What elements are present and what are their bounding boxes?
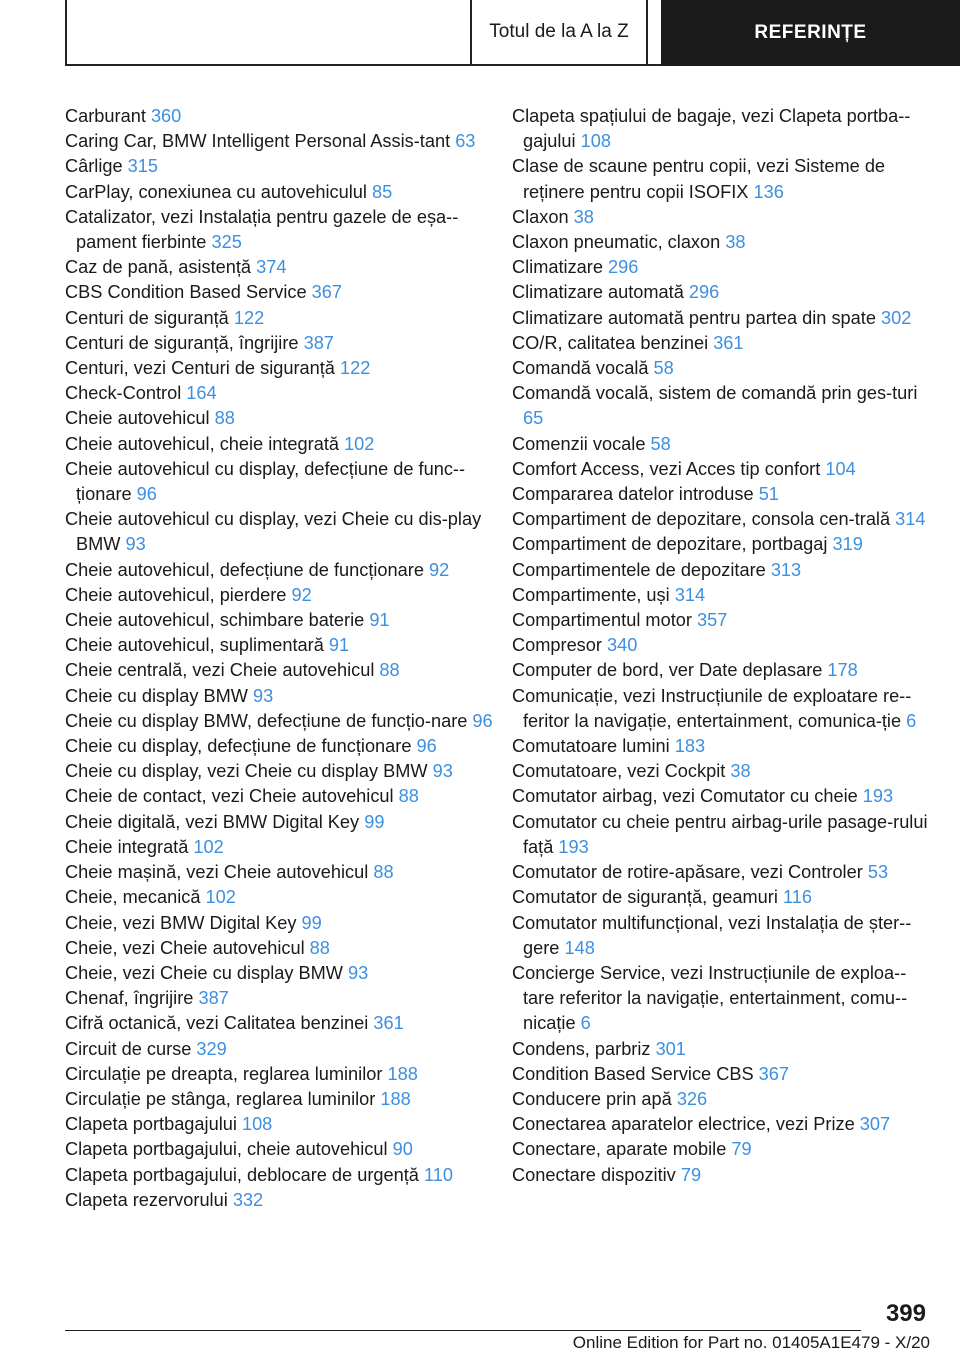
index-entry: [65, 406, 497, 431]
index-entry: [65, 759, 497, 784]
index-entry-term: Concierge Service, vezi Instrucțiunile de exploa-tare referitor la navigație, entertainment, comu-nicație: [512, 962, 908, 1034]
index-entry-term: Centuri, vezi Centuri de siguranță: [65, 358, 340, 379]
index-entry: [65, 1037, 497, 1062]
index-entry-page-link[interactable]: 99: [301, 912, 322, 933]
index-entry-term: Comfort Access, vezi Acces tip confort: [512, 458, 826, 479]
index-entry-term: Cheie digitală, vezi BMW Digital Key: [65, 811, 365, 832]
index-entry-page-link[interactable]: 326: [676, 1088, 708, 1109]
index-entry: [65, 154, 497, 179]
index-entry-page-link[interactable]: 315: [127, 156, 159, 177]
index-entry-term: Chenaf, îngrijire: [65, 988, 199, 1009]
index-entry-term: Caring Car, BMW Intelligent Personal Assis-tant: [65, 131, 456, 152]
index-entry: [65, 1188, 497, 1213]
footer-divider: [65, 1330, 861, 1331]
index-entry: [512, 1037, 930, 1062]
header-section-label: REFERINȚE: [661, 0, 960, 66]
index-column-left: [65, 104, 497, 1213]
index-entry: [65, 558, 497, 583]
index-entry-page-link[interactable]: 387: [198, 988, 229, 1009]
index-entry-term: Comenzii vocale: [512, 433, 651, 454]
index-entry-term: Comandă vocală: [512, 358, 654, 379]
index-entry-page-link[interactable]: 307: [859, 1114, 891, 1135]
index-entry-term: Compartimentul motor: [512, 610, 697, 631]
index-entry-term: Compartiment de depozitare, portbagaj: [512, 534, 833, 555]
index-entry-term: Cheie cu display BMW: [65, 685, 254, 706]
index-entry: [65, 381, 497, 406]
index-entry: [65, 608, 497, 633]
index-entry-term: Claxon: [512, 206, 574, 227]
index-entry-page-link[interactable]: 51: [758, 484, 779, 505]
index-entry-page-link[interactable]: 65: [523, 408, 544, 429]
index-entry-page-link[interactable]: 88: [309, 937, 330, 958]
index-entry-page-link[interactable]: 63: [455, 131, 476, 152]
index-entry: [512, 1087, 930, 1112]
index-entry-page-link[interactable]: 102: [193, 836, 224, 857]
index-entry-term: Cheie, vezi BMW Digital Key: [65, 912, 302, 933]
index-entry: [512, 885, 930, 910]
index-entry: [512, 507, 930, 532]
index-entry: [512, 532, 930, 557]
index-entry-term: Comunicație, vezi Instrucțiunile de exploatare re-feritor la navigație, entertainment, comunica-ție: [512, 685, 912, 731]
index-entry-term: Climatizare automată: [512, 282, 689, 303]
index-entry-page-link[interactable]: 91: [328, 635, 350, 656]
index-entry: [65, 810, 497, 835]
index-entry-page-link[interactable]: 38: [730, 761, 751, 782]
index-entry: [512, 911, 930, 961]
index-entry: [65, 936, 497, 961]
index-entry: [65, 507, 497, 557]
index-entry: [65, 205, 497, 255]
index-entry: [512, 961, 930, 1037]
index-entry: [65, 961, 497, 986]
index-entry: [65, 457, 497, 507]
index-entry-term: Cheie, mecanică: [65, 887, 206, 908]
index-entry-term: Comutator de rotire-apăsare, vezi Controler: [512, 862, 868, 883]
index-entry-term: Cifră octanică, vezi Calitatea benzinei: [65, 1013, 374, 1034]
index-entry: [65, 986, 497, 1011]
index-entry-page-link[interactable]: 188: [387, 1063, 418, 1084]
index-entry-term: Cheie autovehicul cu display, defecțiune de func-ționare: [65, 458, 466, 505]
index-entry: [65, 835, 497, 860]
index-entry: [65, 356, 497, 381]
index-entry-page-link[interactable]: 58: [653, 358, 674, 379]
index-entry-term: Conducere prin apă: [512, 1088, 677, 1109]
index-entry-page-link[interactable]: 93: [125, 534, 146, 555]
index-entry-page-link[interactable]: 193: [558, 836, 589, 857]
index-column-right: [512, 104, 930, 1188]
index-entry-page-link[interactable]: 88: [214, 408, 235, 429]
index-entry-term: Cheie centrală, vezi Cheie autovehicul: [65, 660, 380, 681]
index-entry: [512, 583, 930, 608]
index-entry-term: Circulație pe dreapta, reglarea luminilor: [65, 1063, 388, 1084]
index-entry-term: Comutator cu cheie pentru airbag-urile pasage-rului față: [512, 811, 928, 857]
index-entry-page-link[interactable]: 116: [782, 887, 812, 908]
index-entry-term: Cheie autovehicul, cheie integrată: [65, 433, 345, 454]
index-entry-page-link[interactable]: 148: [564, 937, 595, 958]
index-entry-term: Cheie autovehicul, pierdere: [65, 584, 292, 605]
index-entry-term: Compartimente, uși: [512, 584, 675, 605]
index-entry-page-link[interactable]: 329: [196, 1038, 227, 1059]
index-entry: [65, 129, 497, 154]
index-entry: [512, 810, 930, 860]
index-entry: [512, 356, 930, 381]
index-entry-page-link[interactable]: 102: [344, 433, 375, 454]
index-entry: [512, 1137, 930, 1162]
index-entry-page-link[interactable]: 93: [253, 685, 274, 706]
index-entry-page-link[interactable]: 96: [416, 736, 437, 757]
index-entry-term: Computer de bord, ver Date deplasare: [512, 660, 828, 681]
index-entry-page-link[interactable]: 88: [398, 786, 419, 807]
index-entry: [512, 457, 930, 482]
index-entry: [512, 280, 930, 305]
index-entry-term: Clase de scaune pentru copii, vezi Sisteme de reținere pentru copii ISOFIX: [512, 156, 886, 202]
index-entry-page-link[interactable]: 90: [392, 1139, 413, 1160]
index-entry: [65, 911, 497, 936]
index-entry-page-link[interactable]: 93: [432, 761, 453, 782]
index-entry-term: Clapeta portbagajului, cheie autovehicul: [65, 1139, 393, 1160]
index-entry: [512, 205, 930, 230]
index-entry-term: Comutatoare, vezi Cockpit: [512, 761, 731, 782]
index-entry-term: CO/R, calitatea benzinei: [512, 332, 714, 353]
index-entry-page-link[interactable]: 110: [423, 1164, 453, 1185]
index-entry-term: Clapeta spațiului de bagaje, vezi Clapeta portba-gajului: [512, 106, 911, 152]
index-entry-term: Cheie cu display BMW, defecțiune de funcțio-nare: [65, 710, 473, 731]
index-entry: [65, 633, 497, 658]
index-entry-page-link[interactable]: 38: [725, 232, 746, 253]
index-entry-term: Circuit de curse: [65, 1038, 197, 1059]
index-entry-term: Cheie autovehicul, defecțiune de funcționare: [65, 559, 429, 580]
footer-edition-text: Online Edition for Part no. 01405A1E479 - X/20: [572, 1333, 930, 1352]
page-number: 399: [885, 1300, 926, 1327]
index-entry-term: Cârlige: [65, 156, 128, 177]
index-entry-page-link[interactable]: 164: [186, 383, 217, 404]
index-entry-page-link[interactable]: 102: [205, 887, 236, 908]
index-entry-term: Cheie autovehicul: [65, 408, 215, 429]
index-entry-term: Cheie mașină, vezi Cheie autovehicul: [65, 862, 374, 883]
index-entry-term: Cheie autovehicul, suplimentară: [65, 635, 329, 656]
index-entry: [512, 104, 930, 154]
index-entry-term: Clapeta rezervorului: [65, 1189, 233, 1210]
index-entry-page-link[interactable]: 91: [369, 610, 390, 631]
index-entry-term: Catalizator, vezi Instalația pentru gazele de eșa-pament fierbinte: [65, 206, 459, 253]
index-entry-page-link[interactable]: 6: [580, 1013, 591, 1034]
index-entry: [65, 583, 497, 608]
index-entry-term: Centuri de siguranță: [65, 307, 234, 328]
index-entry: [65, 104, 497, 129]
index-entry-term: Cheie cu display, vezi Cheie cu display BMW: [65, 761, 433, 782]
index-entry: [65, 432, 497, 457]
index-entry: [65, 180, 497, 205]
index-entry-term: Conectare dispozitiv: [512, 1164, 681, 1185]
index-entry-term: Cheie autovehicul cu display, vezi Cheie cu dis-play BMW: [65, 509, 482, 555]
index-entry-term: CBS Condition Based Service: [65, 282, 312, 303]
index-entry-page-link[interactable]: 38: [573, 206, 594, 227]
index-entry-page-link[interactable]: 296: [688, 282, 720, 303]
index-entry-term: Cheie integrată: [65, 836, 194, 857]
index-entry-term: Compartimentele de depozitare: [512, 559, 771, 580]
index-entry-page-link[interactable]: 6: [906, 710, 917, 731]
index-entry-page-link[interactable]: 96: [472, 710, 493, 731]
index-entry-term: Cheie autovehicul, schimbare baterie: [65, 610, 370, 631]
index-entry: [512, 381, 930, 431]
index-entry-page-link[interactable]: 332: [232, 1189, 264, 1210]
index-entry-page-link[interactable]: 193: [862, 786, 894, 807]
index-entry: [65, 734, 497, 759]
index-entry-term: Compararea datelor introduse: [512, 484, 759, 505]
index-entry-term: Conectarea aparatelor electrice, vezi Prize: [512, 1114, 860, 1135]
index-entry-page-link[interactable]: 96: [136, 484, 157, 505]
index-entry-page-link[interactable]: 360: [150, 106, 182, 126]
index-entry: [512, 255, 930, 280]
index-entry: [512, 558, 930, 583]
index-entry-term: Cheie, vezi Cheie cu display BMW: [65, 962, 349, 983]
index-entry: [65, 709, 497, 734]
index-entry-term: Clapeta portbagajului: [65, 1114, 242, 1135]
index-entry: [65, 1062, 497, 1087]
index-entry-page-link[interactable]: 302: [881, 307, 912, 328]
index-entry-term: Circulație pe stânga, reglarea luminilor: [65, 1088, 381, 1109]
index-entry: [65, 684, 497, 709]
index-entry-page-link[interactable]: 361: [713, 332, 744, 353]
index-entry-page-link[interactable]: 178: [827, 660, 858, 681]
header-chapter-tab: Totul de la A la Z: [470, 0, 648, 64]
index-entry-term: Comutatoare lumini: [512, 736, 675, 757]
index-entry-term: Centuri de siguranță, îngrijire: [65, 332, 304, 353]
index-entry-term: Caz de pană, asistență: [65, 257, 257, 278]
index-entry: [512, 1062, 930, 1087]
index-entry: [65, 306, 497, 331]
index-entry-page-link[interactable]: 387: [303, 332, 334, 353]
index-entry-term: Clapeta portbagajului, deblocare de urgență: [65, 1164, 424, 1185]
index-entry-page-link[interactable]: 301: [655, 1038, 686, 1059]
index-entry-page-link[interactable]: 314: [895, 509, 926, 530]
index-entry: [65, 885, 497, 910]
index-entry: [65, 280, 497, 305]
index-entry-term: CarPlay, conexiunea cu autovehiculul: [65, 181, 373, 202]
index-entry: [65, 1137, 497, 1162]
index-entry-page-link[interactable]: 85: [372, 181, 393, 202]
index-entry-term: Cheie cu display, defecțiune de funcționare: [65, 736, 417, 757]
index-entry-page-link[interactable]: 314: [674, 584, 706, 605]
index-entry-page-link[interactable]: 361: [373, 1013, 404, 1034]
index-entry-page-link[interactable]: 99: [364, 811, 385, 832]
index-entry-page-link[interactable]: 136: [753, 181, 784, 202]
index-entry: [512, 432, 930, 457]
index-entry-page-link[interactable]: 313: [770, 559, 802, 580]
index-entry-page-link[interactable]: 188: [380, 1088, 411, 1109]
index-entry-page-link[interactable]: 79: [731, 1139, 752, 1160]
index-entry-term: Compartiment de depozitare, consola cen-trală: [512, 509, 896, 530]
header-underline: [65, 64, 661, 66]
index-entry: [65, 784, 497, 809]
index-entry-page-link[interactable]: 374: [256, 257, 287, 278]
index-entry-page-link[interactable]: 122: [233, 307, 265, 328]
index-entry: [512, 759, 930, 784]
index-entry-page-link[interactable]: 53: [867, 862, 889, 883]
index-entry-page-link[interactable]: 58: [650, 433, 671, 454]
index-entry-term: Condition Based Service CBS: [512, 1063, 759, 1084]
index-entry: [512, 608, 930, 633]
index-entry-page-link[interactable]: 340: [607, 635, 638, 656]
index-entry-page-link[interactable]: 325: [211, 232, 242, 253]
index-entry-page-link[interactable]: 357: [696, 610, 728, 631]
index-entry: [65, 1011, 497, 1036]
index-entry-page-link[interactable]: 108: [580, 131, 611, 152]
index-entry: [65, 1163, 497, 1188]
index-entry: [512, 633, 930, 658]
index-entry: [65, 1087, 497, 1112]
index-entry-term: Conectare, aparate mobile: [512, 1139, 732, 1160]
index-entry: [512, 331, 930, 356]
index-entry: [65, 1112, 497, 1137]
index-entry: [65, 255, 497, 280]
index-entry: [512, 230, 930, 255]
index-entry-page-link[interactable]: 88: [373, 862, 394, 883]
index-entry-term: Condens, parbriz: [512, 1038, 656, 1059]
index-entry: [65, 331, 497, 356]
index-entry: [512, 1112, 930, 1137]
index-entry: [512, 306, 930, 331]
index-entry: [512, 684, 930, 734]
header-left-divider: [65, 0, 67, 66]
index-entry-page-link[interactable]: 319: [832, 534, 863, 555]
index-entry: [65, 658, 497, 683]
index-entry: [512, 658, 930, 683]
page-header: [0, 0, 960, 66]
index-entry-page-link[interactable]: 93: [348, 962, 369, 983]
index-entry: [512, 734, 930, 759]
index-entry-page-link[interactable]: 79: [680, 1164, 702, 1185]
index-entry-term: Cheie, vezi Cheie autovehicul: [65, 937, 310, 958]
index-entry-page-link[interactable]: 92: [429, 559, 450, 580]
index-entry-term: Check-Control: [65, 383, 187, 404]
index-entry-term: Compresor: [512, 635, 608, 656]
index-entry: [512, 860, 930, 885]
index-entry-term: Comutator multifuncțional, vezi Instalația de șter-gere: [512, 912, 912, 958]
index-entry-term: Comutator de siguranță, geamuri: [512, 887, 783, 908]
index-entry: [512, 482, 930, 507]
index-entry: [65, 860, 497, 885]
index-entry-term: Comandă vocală, sistem de comandă prin ges-turi: [512, 383, 918, 404]
index-entry-page-link[interactable]: 296: [608, 257, 639, 278]
index-entry-page-link[interactable]: 88: [379, 660, 400, 681]
index-entry-page-link[interactable]: 108: [241, 1114, 273, 1135]
index-entry-page-link[interactable]: 104: [825, 458, 856, 479]
index-entry-term: Climatizare automată pentru partea din spate: [512, 307, 882, 328]
index-entry-page-link[interactable]: 92: [291, 584, 312, 605]
index-entry: [512, 1163, 930, 1188]
index-entry-term: Claxon pneumatic, claxon: [512, 232, 726, 253]
index-entry-page-link[interactable]: 122: [339, 358, 371, 379]
index-entry: [512, 154, 930, 204]
index-entry-term: Cheie de contact, vezi Cheie autovehicul: [65, 786, 399, 807]
index-entry-term: Carburant: [65, 106, 151, 126]
index-entry-page-link[interactable]: 183: [674, 736, 706, 757]
index-entry-term: Comutator airbag, vezi Comutator cu cheie: [512, 786, 863, 807]
index-entry-page-link[interactable]: 367: [758, 1063, 790, 1084]
index-entry: [512, 784, 930, 809]
index-entry-page-link[interactable]: 367: [311, 282, 343, 303]
index-entry-term: Climatizare: [512, 257, 609, 278]
